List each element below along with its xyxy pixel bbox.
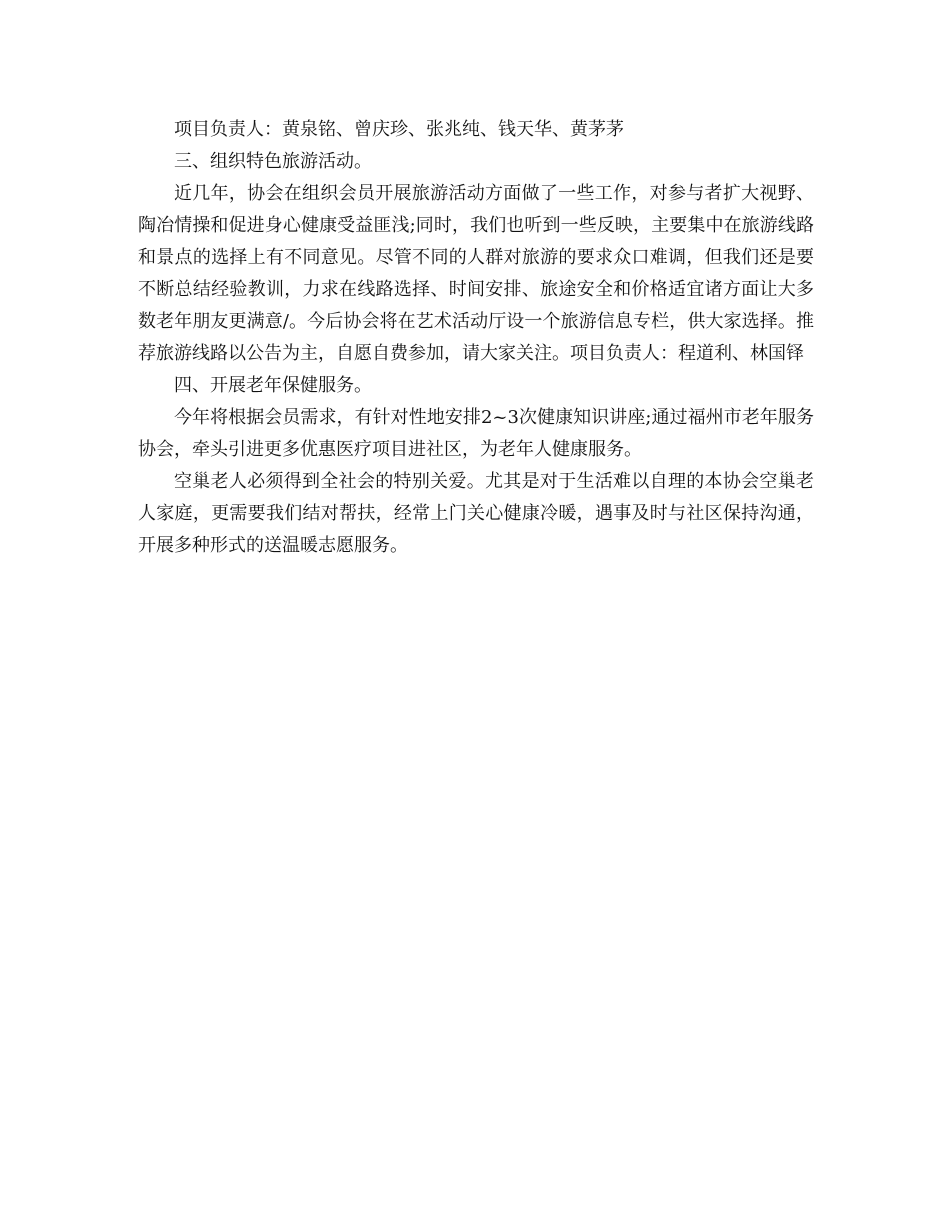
section-heading-health: 四、开展老年保健服务。 xyxy=(174,375,372,396)
empty-nest-paragraph: 空巢老人必须得到全社会的特别关爱。尤其是对于生活难以自理的本协会空巢老人家庭，更需要我们结对帮扶，经常上门关心健康冷暖，遇事及时与社区保持沟通，开展多种形式的送温暖志愿服务。 xyxy=(138,471,814,556)
tourism-paragraph: 近几年，协会在组织会员开展旅游活动方面做了一些工作，对参与者扩大视野、陶冶情操和促进身心健康受益匪浅;同时，我们也听到一些反映，主要集中在旅游线路和景点的选择上有不同意见。尽管不同的人群对旅游的要求众口难调，但我们还是要不断总结经验教训，力求在线路选择、时间安排、旅途安全和价格适宜诸方面让大多数老年朋友更满意/。今后协会将在艺术活动厅设一个旅游信息专栏，供大家选择。推荐旅游线路以公告为主，自愿自费参加，请大家关注。项目负责人：程道利、林国铎 xyxy=(138,183,814,364)
section-heading-tourism: 三、组织特色旅游活动。 xyxy=(174,151,372,172)
document-body xyxy=(138,114,814,562)
project-leaders-line: 项目负责人：黄泉铭、曾庆珍、张兆纯、钱天华、黄茅茅 xyxy=(174,119,624,140)
health-paragraph: 今年将根据会员需求，有针对性地安排2~3次健康知识讲座;通过福州市老年服务协会，牵头引进更多优惠医疗项目进社区，为老年人健康服务。 xyxy=(138,407,814,460)
